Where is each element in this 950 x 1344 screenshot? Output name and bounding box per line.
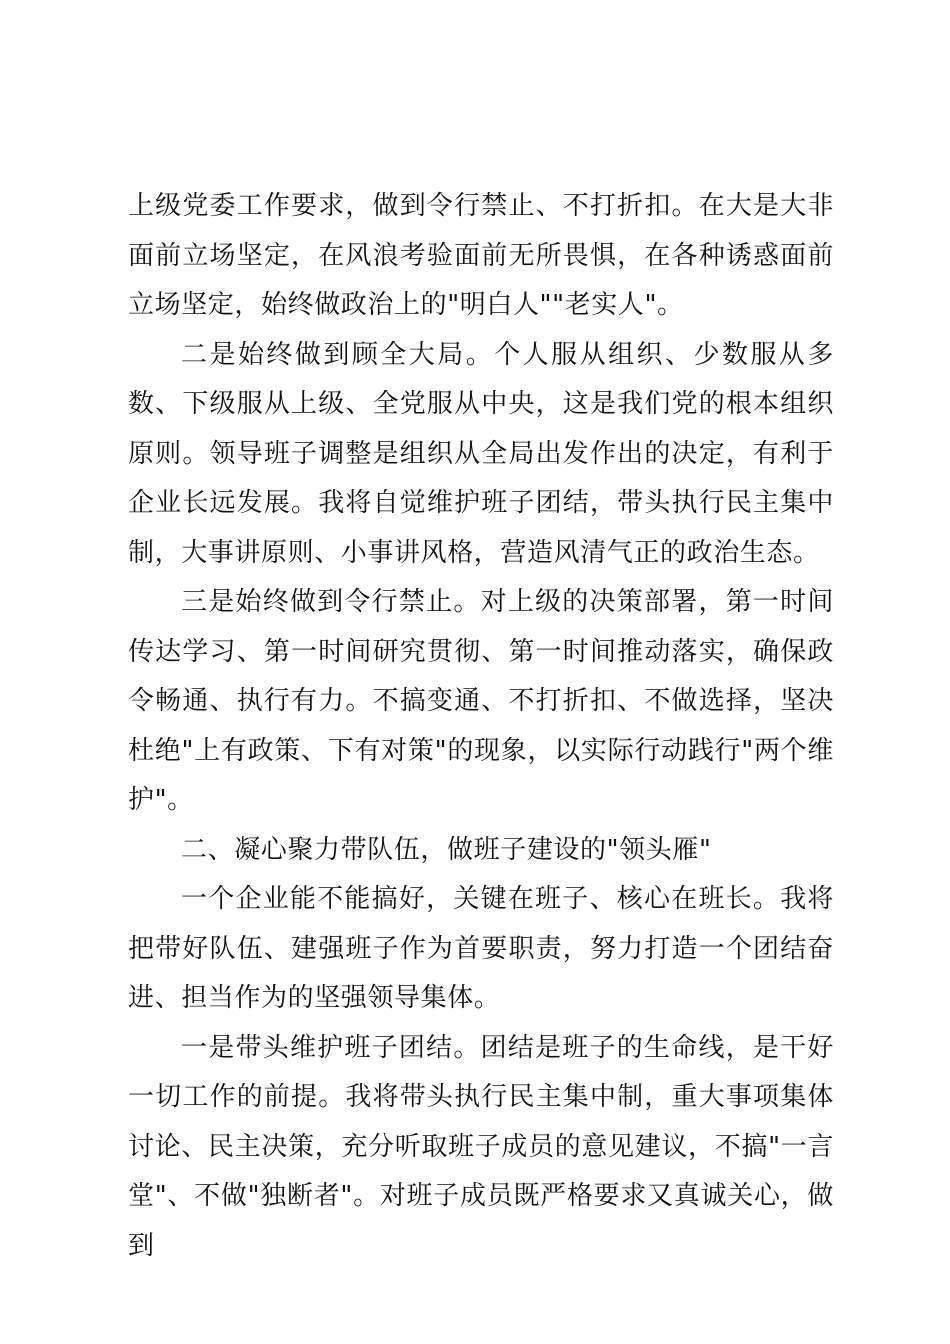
paragraph-team-unity: 一是带头维护班子团结。团结是班子的生命线，是干好一切工作的前提。我将带头执行民主集中制，重大事项集体讨论、民主决策，充分听取班子成员的意见建议，不搞"一言堂"、不做"独断者"。对班子成员既严格要求又真诚关心，做到 [128, 1032, 834, 1261]
document-body [128, 182, 834, 1271]
paragraph-strict-discipline: 三是始终做到令行禁止。对上级的决策部署，第一时间传达学习、第一时间研究贯彻、第一时间推动落实，确保政令畅通、执行有力。不搞变通、不打折扣、不做选择，坚决杜绝"上有政策、下有对策"的现象，以实际行动践行"两个维护"。 [128, 587, 834, 815]
paragraph-continuation: 上级党委工作要求，做到令行禁止、不打折扣。在大是大非面前立场坚定，在风浪考验面前无所畏惧，在各种诱惑面前立场坚定，始终做政治上的"明白人""老实人"。 [128, 191, 834, 320]
paragraph-team-building-intro: 一个企业能不能搞好，关键在班子、核心在班长。我将把带好队伍、建强班子作为首要职责，努力打造一个团结奋进、担当作为的坚强领导集体。 [128, 884, 834, 1013]
section-heading: 二、凝心聚力带队伍，做班子建设的"领头雁" [181, 834, 712, 865]
paragraph-overall-situation: 二是始终做到顾全大局。个人服从组织、少数服从多数、下级服从上级、全党服从中央，这是我们党的根本组织原则。领导班子调整是组织从全局出发作出的决定，有利于企业长远发展。我将自觉维护班子团结，带头执行民主集中制，大事讲原则、小事讲风格，营造风清气正的政治生态。 [128, 339, 834, 568]
